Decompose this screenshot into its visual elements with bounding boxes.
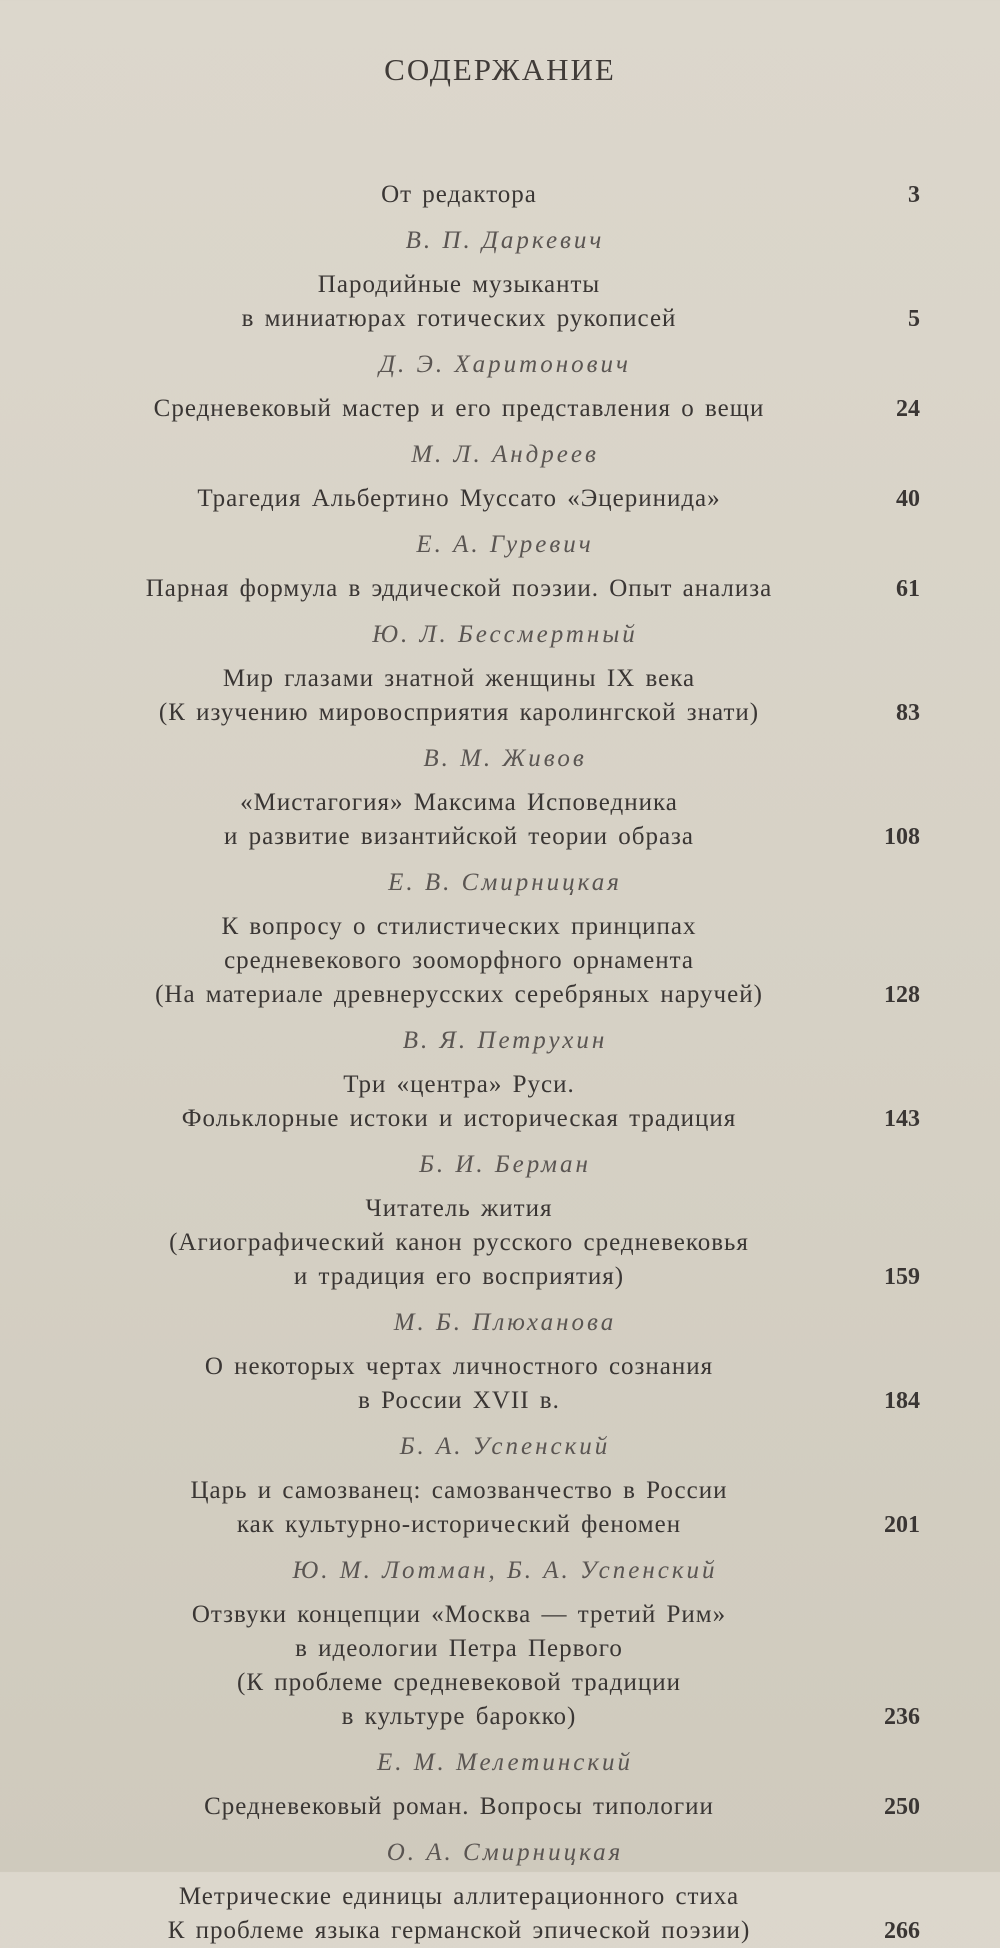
toc-author: Б. И. Берман bbox=[419, 1151, 591, 1178]
toc-entry bbox=[90, 572, 920, 606]
toc-title-line: Царь и самозванец: самозванчество в России bbox=[190, 1477, 728, 1504]
toc-title-line: К вопросу о стилистических принципах bbox=[221, 913, 697, 940]
toc-page-number: 40 bbox=[896, 486, 920, 512]
toc-title-line: (На материале древнерусских серебряных наручей) bbox=[155, 981, 763, 1008]
toc-entry-title bbox=[90, 1790, 828, 1824]
toc-page-number: 184 bbox=[884, 1388, 920, 1414]
page-title: СОДЕРЖАНИЕ bbox=[384, 52, 616, 87]
toc-title-line: Парная формула в эддической поэзии. Опыт анализа bbox=[145, 575, 773, 602]
toc-title-line: в культуре барокко) bbox=[341, 1703, 577, 1730]
toc-title-line: и развитие византийской теории образа bbox=[223, 823, 695, 850]
toc-page-number: 250 bbox=[884, 1794, 920, 1820]
toc-entry-title bbox=[90, 1880, 828, 1948]
toc-entry bbox=[90, 1790, 920, 1824]
toc-entry bbox=[90, 268, 920, 336]
toc-title-line: Три «центра» Руси. bbox=[343, 1071, 575, 1098]
toc-author: Д. Э. Харитонович bbox=[379, 351, 631, 378]
toc-entry bbox=[90, 1598, 920, 1734]
toc-page-number: 83 bbox=[896, 700, 920, 726]
toc-title-line: (К проблеме средневековой традиции bbox=[237, 1669, 681, 1696]
toc-title-line: средневекового зооморфного орнамента bbox=[224, 947, 694, 974]
toc-title-line: как культурно-исторический феномен bbox=[236, 1511, 682, 1538]
toc-entry-title bbox=[90, 910, 828, 1012]
toc-entries bbox=[90, 224, 920, 1948]
toc-author: Ю. М. Лотман, Б. А. Успенский bbox=[292, 1557, 718, 1584]
toc-page-number: 61 bbox=[896, 576, 920, 602]
toc-author: В. Я. Петрухин bbox=[402, 1027, 608, 1054]
toc-title-line: в миниатюрах готических рукописей bbox=[241, 305, 677, 332]
toc-page-number: 201 bbox=[884, 1512, 920, 1538]
toc-entry-title bbox=[90, 786, 828, 854]
toc-page-number: 143 bbox=[884, 1106, 920, 1132]
toc-entry bbox=[90, 662, 920, 730]
toc-author: В. М. Живов bbox=[423, 745, 587, 772]
toc-entry-title bbox=[90, 268, 828, 336]
toc-entry-title bbox=[90, 1474, 828, 1542]
toc-entry-title bbox=[90, 662, 828, 730]
toc-author: М. Л. Андреев bbox=[411, 441, 599, 468]
toc-author: В. П. Даркевич bbox=[405, 227, 605, 254]
toc-author: Е. М. Мелетинский bbox=[376, 1749, 634, 1776]
toc-entry bbox=[90, 786, 920, 854]
toc-entry bbox=[90, 1350, 920, 1418]
toc-entry bbox=[90, 1880, 920, 1948]
toc-entry-title bbox=[90, 1598, 828, 1734]
toc-page-number: 128 bbox=[884, 982, 920, 1008]
toc-title-line: (К изучению мировосприятия каролингской знати) bbox=[158, 699, 760, 726]
toc-page-number: 159 bbox=[884, 1264, 920, 1290]
toc-entry-title: От редактора bbox=[381, 181, 537, 208]
toc-entry-title bbox=[90, 1350, 828, 1418]
toc-page-number: 24 bbox=[896, 396, 920, 422]
toc-author: М. Б. Плюханова bbox=[393, 1309, 617, 1336]
toc-entry-title bbox=[90, 392, 828, 426]
toc-title-line: Читатель жития bbox=[365, 1195, 553, 1222]
toc-title-line: Пародийные музыканты bbox=[317, 271, 601, 298]
toc-author: Е. А. Гуревич bbox=[416, 531, 594, 558]
toc-entry-title bbox=[90, 572, 828, 606]
toc-title-line: и традиция его восприятия) bbox=[293, 1263, 625, 1290]
toc-author: Е. В. Смирницкая bbox=[388, 869, 622, 896]
toc-entry bbox=[90, 1192, 920, 1294]
toc-entry bbox=[90, 910, 920, 1012]
toc-page-number: 236 bbox=[884, 1704, 920, 1730]
toc-entry-title bbox=[90, 482, 828, 516]
toc-entry bbox=[90, 1474, 920, 1542]
toc-title-line: Метрические единицы аллитерационного стиха bbox=[178, 1883, 740, 1910]
toc-author: Ю. Л. Бессмертный bbox=[372, 621, 638, 648]
toc-page-number: 3 bbox=[908, 182, 920, 208]
table-of-contents bbox=[90, 178, 920, 1948]
toc-entry bbox=[90, 392, 920, 426]
toc-title-line: в идеологии Петра Первого bbox=[295, 1635, 623, 1662]
toc-title-line: Мир глазами знатной женщины IX века bbox=[222, 665, 696, 692]
toc-title-line: К проблеме языка германской эпической поэзии) bbox=[167, 1917, 751, 1944]
toc-title-line: Фольклорные истоки и историческая традиция bbox=[181, 1105, 737, 1132]
toc-title-line: «Мистагогия» Максима Исповедника bbox=[240, 789, 678, 816]
toc-title-line: в России XVII в. bbox=[358, 1387, 560, 1414]
toc-page-number: 266 bbox=[884, 1918, 920, 1944]
toc-page-number: 5 bbox=[908, 306, 920, 332]
toc-entry-title bbox=[90, 1068, 828, 1136]
toc-entry bbox=[90, 482, 920, 516]
toc-title-line: (Агиографический канон русского средневековья bbox=[169, 1229, 749, 1256]
toc-entry-editor bbox=[90, 178, 920, 212]
toc-title-line: Трагедия Альбертино Муссато «Эцеринида» bbox=[197, 485, 721, 512]
toc-title-line: Средневековый мастер и его представления о вещи bbox=[153, 395, 765, 422]
toc-entry-title bbox=[90, 1192, 828, 1294]
toc-title-line: О некоторых чертах личностного сознания bbox=[204, 1353, 714, 1380]
toc-entry bbox=[90, 1068, 920, 1136]
toc-title-line: Отзвуки концепции «Москва — третий Рим» bbox=[191, 1601, 727, 1628]
toc-author: О. А. Смирницкая bbox=[386, 1839, 624, 1866]
toc-title-line: Средневековый роман. Вопросы типологии bbox=[204, 1793, 714, 1820]
toc-author: Б. А. Успенский bbox=[399, 1433, 611, 1460]
toc-page-number: 108 bbox=[884, 824, 920, 850]
